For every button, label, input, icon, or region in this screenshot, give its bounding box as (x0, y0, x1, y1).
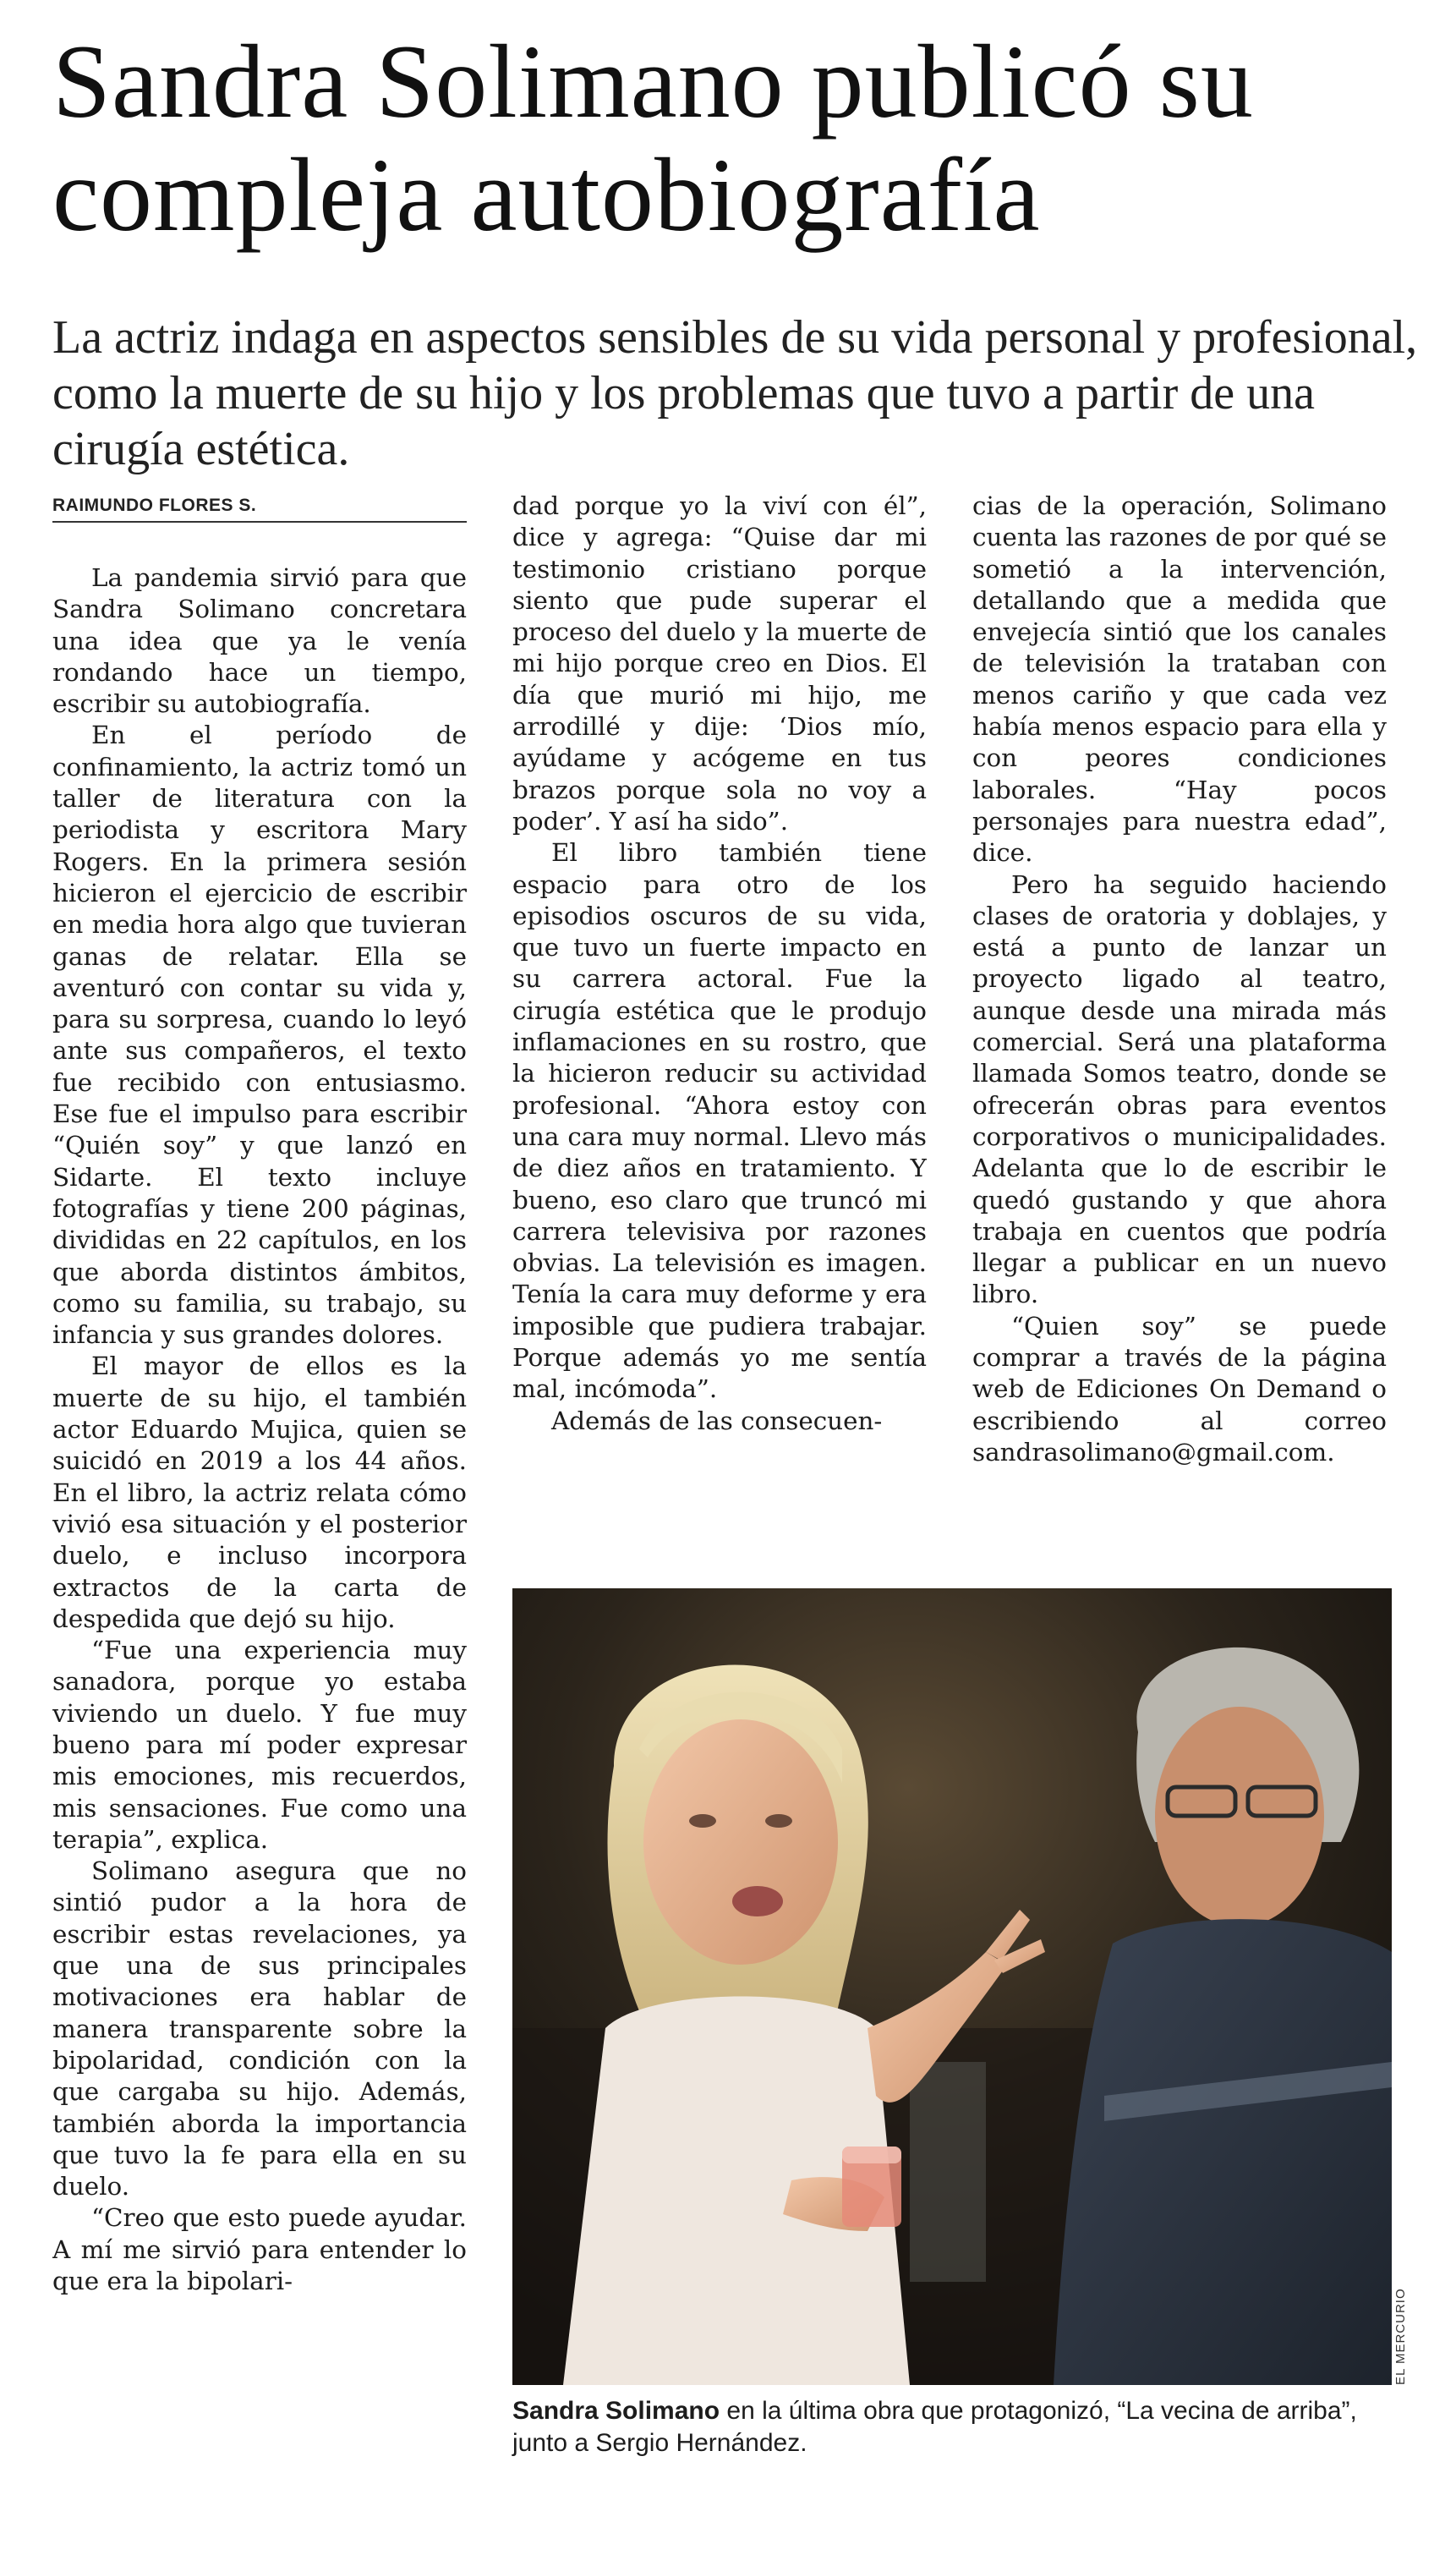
body-paragraph: cias de la operación, Solimano cuenta las razones de por qué se sometió a la intervención, detallando que a medida que envejecía sintió que los canales de televisión la trataban con menos cariño y que cada vez había menos espacio para ella y con peores condiciones laborales. “Hay pocos personajes para nuestra edad”, dice. (972, 491, 1387, 868)
caption-name: Sandra Solimano (512, 2397, 720, 2425)
byline: RAIMUNDO FLORES S. (52, 496, 467, 523)
body-paragraph: Pero ha seguido haciendo clases de oratoria y doblajes, y está a punto de lanzar un proyecto ligado al teatro, aunque desde una mirada más comercial. Será una plataforma llamada Somos teatro, donde se ofrecerán obras para eventos corporativos o municipalidades. Adelanta que lo de escribir le quedó gustando y que ahora trabaja en cuentos que podría llegar a publicar en un nuevo libro. (972, 869, 1387, 1309)
body-paragraph: El mayor de ellos es la muerte de su hijo, el también actor Eduardo Mujica, quien se suicidó en 2019 a los 44 años. En el libro, la actriz relata cómo vivió esa situación y el posterior duelo, e incluso incorpora extractos de la carta de despedida que dejó su hijo. (52, 1352, 467, 1633)
byline-block (52, 496, 467, 523)
body-paragraph: dad porque yo la viví con él”, dice y agrega: “Quise dar mi testimonio cristiano porque siento que pude superar el proceso del duelo y la muerte de mi hijo porque creo en Dios. El día que murió mi hijo, me arrodillé y dije: ‘Dios mío, ayúdame y acógeme en tus brazos porque sola no voy a poder’. Y así ha sido”. (512, 491, 927, 836)
body-paragraph: Además de las consecuen- (551, 1406, 883, 1435)
body-paragraph: “Fue una experiencia muy sanadora, porque yo estaba viviendo un duelo. Y fue muy bueno para mí poder expresar mis emociones, mis recuerdos, mis sensaciones. Fue como una terapia”, explica. (52, 1636, 467, 1854)
body-paragraph: En el período de confinamiento, la actriz tomó un taller de literatura con la periodista y escritora Mary Rogers. En la primera sesión hicieron el ejercicio de escribir en media hora algo que tuvieran ganas de relatar. Ella se aventuró con contar su vida y, para su sorpresa, cuando lo leyó ante sus compañeros, el texto fue recibido con entusiasmo. Ese fue el impulso para escribir “Quién soy” y que lanzó en Sidarte. El texto incluye fotografías y tiene 200 páginas, divididas en 22 capítulos, en los que aborda distintos ámbitos, como su familia, su trabajo, su infancia y sus grandes dolores. (52, 721, 467, 1350)
body-paragraph: La pandemia sirvió para que Sandra Solimano concretara una idea que ya le venía rondando hace un tiempo, escribir su autobiografía. (52, 563, 467, 719)
article-headline: Sandra Solimano publicó su compleja autobiografía (52, 24, 1254, 253)
article-column-3 (972, 491, 1387, 1565)
article-column-1 (52, 562, 467, 2541)
body-paragraph: Solimano asegura que no sintió pudor a la hora de escribir estas revelaciones, ya que una de sus principales motivaciones era hablar de manera transparente sobre la bipolaridad, condición con la que cargaba su hijo. Además, también aborda la importancia que tuvo la fe para ella en su duelo. (52, 1856, 467, 2201)
body-paragraph: “Creo que esto puede ayudar. A mí me sirvió para entender lo que era la bipolari- (52, 2203, 467, 2296)
photo-credit: EL MERCURIO (1393, 2288, 1408, 2385)
article-photo (512, 1588, 1392, 2385)
photo-illustration (512, 1588, 1392, 2385)
article-column-2 (512, 491, 927, 1565)
caption-text: en la última obra que protagonizó, “La vecina de arriba”, junto a Sergio Hernández. (512, 2397, 1357, 2457)
article-subheadline: La actriz indaga en aspectos sensibles de su vida personal y profesional, como la muerte de su hijo y los problemas que tuvo a partir de una cirugía estética. (52, 311, 1418, 475)
photo-caption (512, 2395, 1392, 2459)
body-paragraph: “Quien soy” se puede comprar a través de la página web de Ediciones On Demand o escribiendo al correo sandrasolimano@gmail.com. (972, 1311, 1387, 1467)
body-paragraph: El libro también tiene espacio para otro de los episodios oscuros de su vida, que tuvo un fuerte impacto en su carrera actoral. Fue la cirugía estética que le produjo inflamaciones en su rostro, que la hicieron reducir su actividad profesional. “Ahora estoy con una cara muy normal. Llevo más de diez años en tratamiento. Y bueno, eso claro que truncó mi carrera televisiva por razones obvias. La televisión es imagen. Tenía la cara muy deforme y era imposible que pudiera trabajar. Porque además yo me sentía mal, incómoda”. (512, 838, 927, 1404)
